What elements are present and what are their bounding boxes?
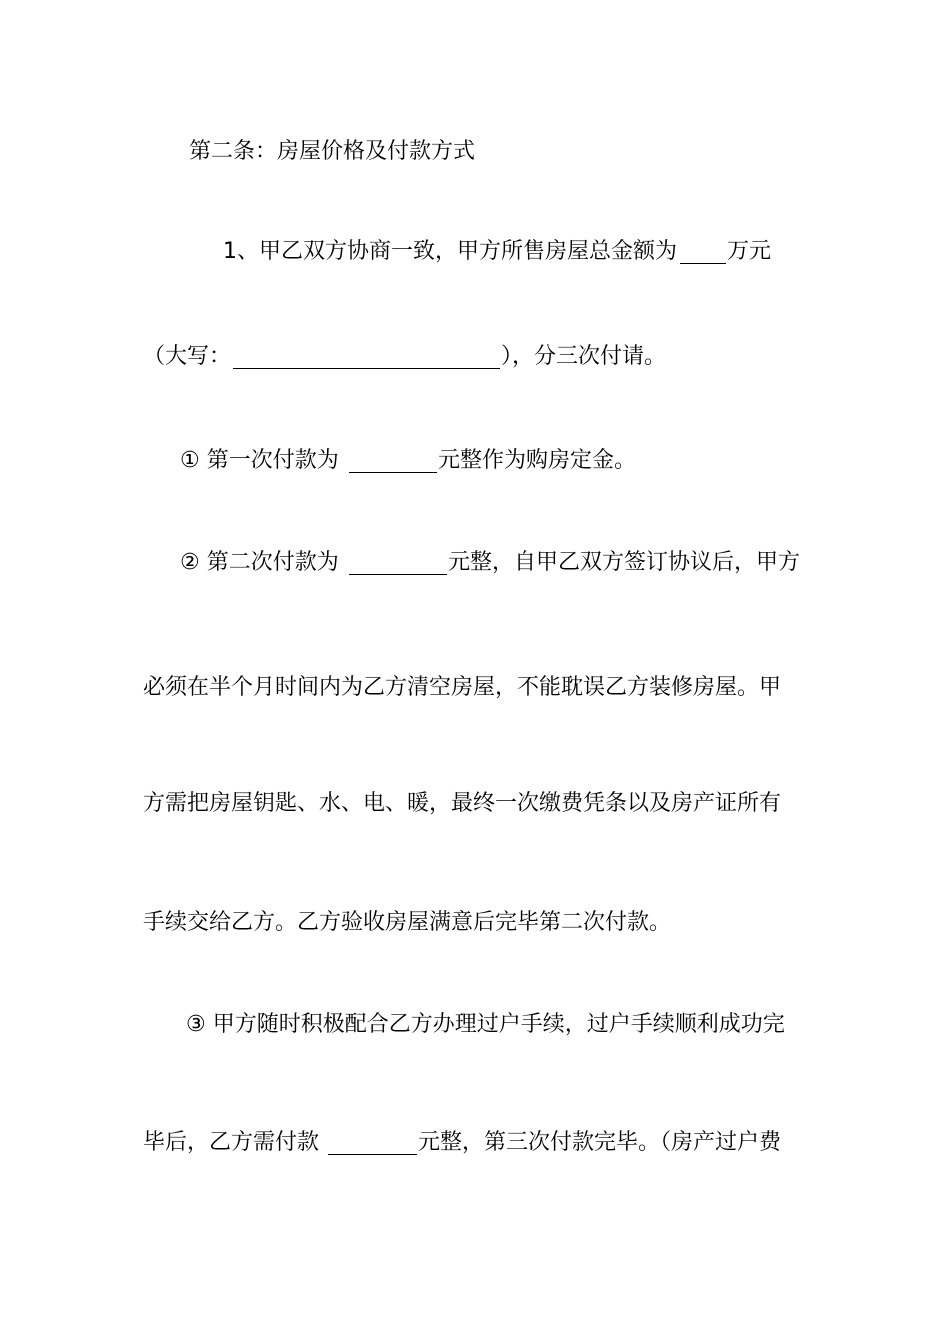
- paragraph-1-line-1: [0, 232, 950, 272]
- section-heading-line: [0, 132, 950, 172]
- third-payment-blank: [328, 1130, 417, 1155]
- paragraph-1-unit: 万元: [727, 239, 772, 264]
- item-3-text-2: 毕后，乙方需付款: [143, 1130, 320, 1155]
- item-2-text-3: 方需把房屋钥匙、水、电、暖，最终一次缴费凭条以及房产证所有: [143, 791, 782, 816]
- item-2-line-2: [0, 668, 950, 708]
- paragraph-1-line-2: [0, 337, 950, 377]
- section-heading: 第二条：房屋价格及付款方式: [189, 139, 476, 164]
- total-amount-blank: [680, 239, 726, 264]
- item-2-tail: 元整，自甲乙双方签订协议后，甲方: [448, 550, 801, 575]
- item-2-line-3: [0, 784, 950, 824]
- second-payment-blank: [349, 550, 447, 575]
- item-2-text-4: 手续交给乙方。乙方验收房屋满意后完毕第二次付款。: [143, 910, 672, 935]
- item-2-text: ② 第二次付款为: [180, 550, 339, 575]
- item-3-line-1: [0, 1005, 950, 1045]
- paragraph-1-tail: ），分三次付请。: [501, 344, 667, 369]
- uppercase-label: （大写：: [143, 344, 232, 369]
- first-payment-blank: [349, 448, 437, 473]
- item-1-text: ① 第一次付款为: [180, 448, 339, 473]
- item-3-text: ③ 甲方随时积极配合乙方办理过户手续，过户手续顺利成功完: [186, 1012, 785, 1037]
- paragraph-1-text: 1、甲乙双方协商一致，甲方所售房屋总金额为: [223, 239, 677, 264]
- item-2-line-4: [0, 903, 950, 943]
- item-1-line: [0, 441, 950, 481]
- item-1-tail: 元整作为购房定金。: [438, 448, 637, 473]
- uppercase-amount-blank: [233, 344, 500, 369]
- item-2-text-2: 必须在半个月时间内为乙方清空房屋，不能耽误乙方装修房屋。甲: [143, 675, 782, 700]
- item-3-line-2: [0, 1123, 950, 1163]
- item-3-tail: 元整，第三次付款完毕。（房产过户费: [418, 1130, 782, 1155]
- item-2-line-1: [0, 543, 950, 583]
